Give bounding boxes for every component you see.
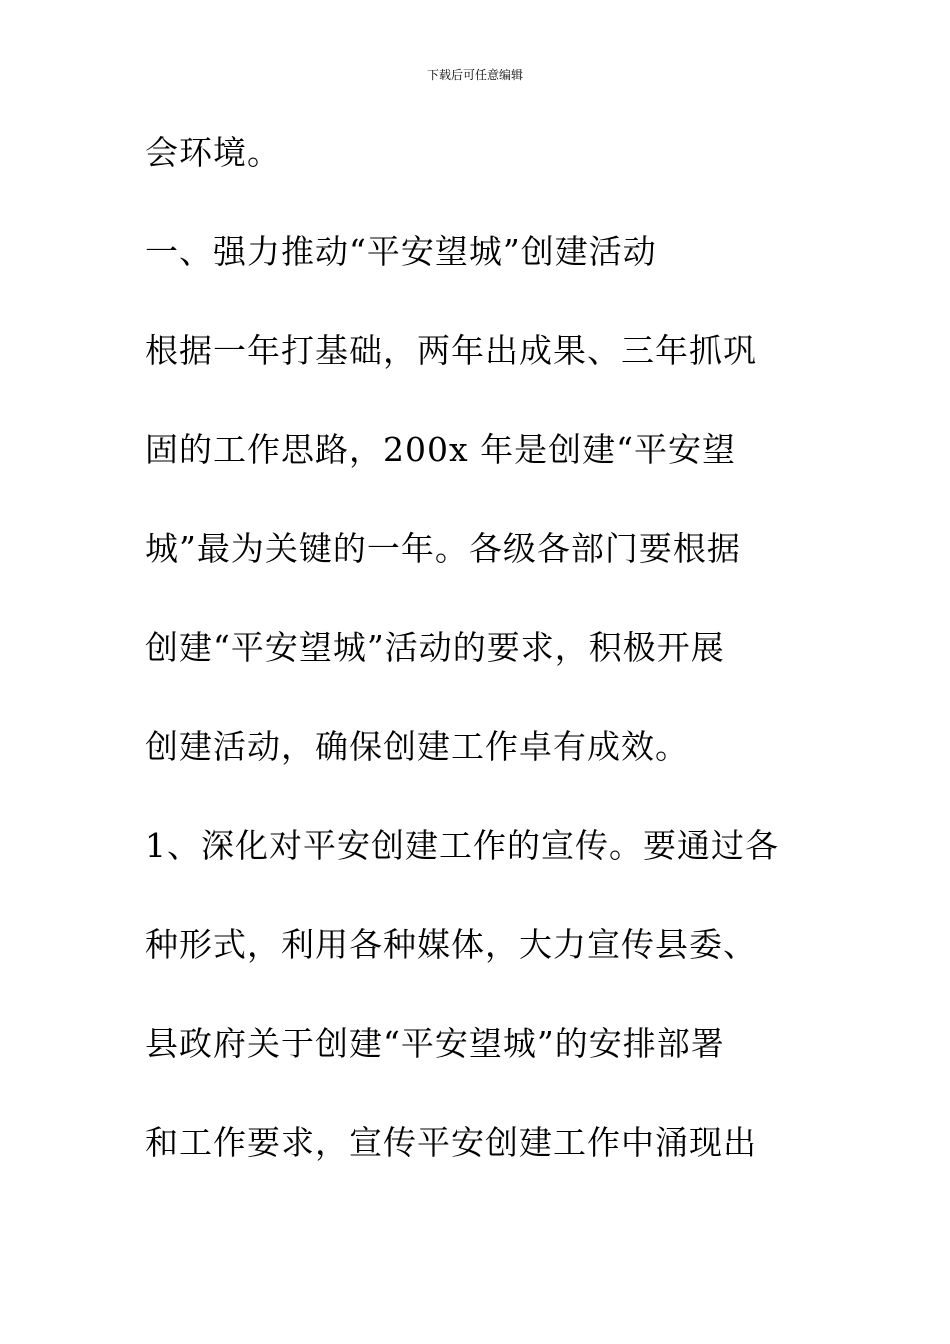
text-line: 创建“平安望城”活动的要求，积极开展 bbox=[145, 628, 725, 667]
text-line: 会环境。 bbox=[145, 133, 281, 172]
text-line: 根据一年打基础，两年出成果、三年抓巩 bbox=[145, 331, 757, 370]
text-line: 固的工作思路，200x 年是创建“平安望 bbox=[145, 430, 736, 469]
text-line: 城”最为关键的一年。各级各部门要根据 bbox=[145, 529, 741, 568]
text-line: 和工作要求，宣传平安创建工作中涌现出 bbox=[145, 1123, 757, 1162]
text-line: 县政府关于创建“平安望城”的安排部署 bbox=[145, 1024, 725, 1063]
page-header-note: 下载后可任意编辑 bbox=[426, 68, 523, 82]
section-heading: 一、强力推动“平安望城”创建活动 bbox=[145, 232, 657, 271]
document-body bbox=[145, 121, 805, 1210]
text-line: 种形式，利用各种媒体，大力宣传县委、 bbox=[145, 925, 757, 964]
text-line: 1、深化对平安创建工作的宣传。要通过各 bbox=[145, 826, 779, 865]
text-line: 创建活动，确保创建工作卓有成效。 bbox=[145, 727, 689, 766]
